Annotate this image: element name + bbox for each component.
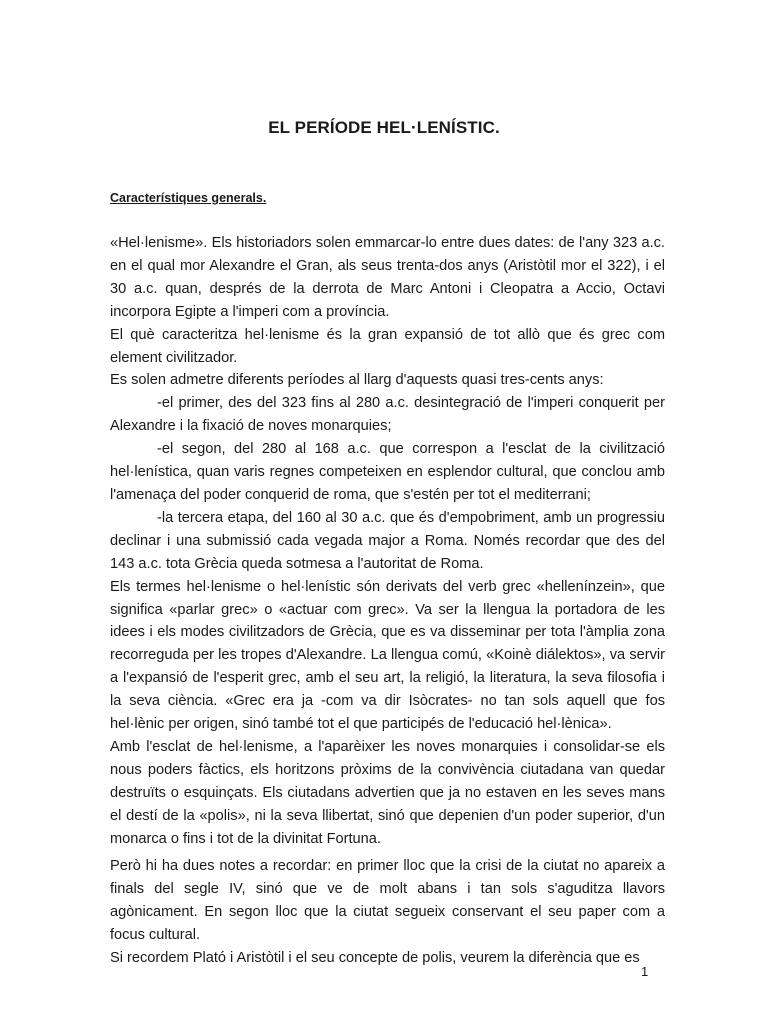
paragraph-characterization: El què caracteritza hel·lenisme és la gran expansió de tot allò que és grec com element civilitzador. [110,326,665,366]
paragraph-periods-intro: Es solen admetre diferents períodes al llarg d'aquests quasi tres-cents anys: [110,372,604,389]
document-body [110,232,665,970]
page-number: 1 [641,964,649,979]
section-heading: Característiques generals. [110,191,267,205]
paragraph-terms: Els termes hel·lenisme o hel·lenístic són derivats del verb grec «hellenínzein», que significa «parlar grec» o «actuar com grec». Va ser la llengua la portadora de les idees i els modes civilitzadors de Grècia, que es va disseminar per tota l'àmplia zona recorreguda per les tropes d'Alexandre. La llengua comú, «Koinè diálektos», va servir a l'expansió de l'esperit grec, amb el seu art, la religió, la literatura, la seva filosofia i la seva ciència. «Grec era ja -com va dir Isòcrates- no tan sols aquell que fos hel·lènic per origen, sinó també tot el que participés de l'educació hel·lènica». [110,578,665,733]
paragraph-period-second: -el segon, del 280 al 168 a.c. que correspon a l'esclat de la civilització hel·lenística, quan varis regnes competeixen en esplendor cultural, que conclou amb l'amenaça del poder conquerid de roma, que s'estén per tot el mediterrani; [110,441,665,503]
paragraph-hellenism-intro: «Hel·lenisme». Els historiadors solen emmarcar-lo entre dues dates: de l'any 323 a.c. en el qual mor Alexandre el Gran, als seus trenta-dos anys (Aristòtil mor el 322), i el 30 a.c. quan, després de la derrota de Marc Antoni i Cleopatra a Accio, Octavi incorpora Egipte a l'imperi com a província. [110,235,665,320]
paragraph-polis-crisis: Amb l'esclat de hel·lenisme, a l'aparèixer les noves monarquies i consolidar-se els nous poders fàctics, els horitzons pròxims de la convivència ciutadana van quedar destruïts o esquinçats. Els ciutadans advertien que ja no estaven en les seves mans el destí de la «polis», ni la seva llibertat, sinó que depenien d'un poder superior, d'un monarca o fins i tot de la divinitat Fortuna. [110,738,665,847]
paragraph-period-first: -el primer, des del 323 fins al 280 a.c. desintegració de l'imperi conquerit per Alexandre i la fixació de noves monarquies; [110,395,665,435]
document-title: EL PERÍODE HEL·LENÍSTIC. [268,118,500,137]
paragraph-period-third: -la tercera etapa, del 160 al 30 a.c. que és d'empobriment, amb un progressiu declinar i una submissió cada vegada major a Roma. Només recordar que des del 143 a.c. tota Grècia queda sotmesa a l'autoritat de Roma. [110,509,665,572]
paragraph-two-notes: Però hi ha dues notes a recordar: en primer lloc que la crisi de la ciutat no apareix a finals del segle IV, sinó que ve de molt abans i tan sols s'aguditza llavors agònicament. En segon lloc que la ciutat segueix conservant el seu paper com a focus cultural. [110,858,665,944]
paragraph-plato-aristotle: Si recordem Plató i Aristòtil i el seu concepte de polis, veurem la diferència que es [110,950,640,967]
